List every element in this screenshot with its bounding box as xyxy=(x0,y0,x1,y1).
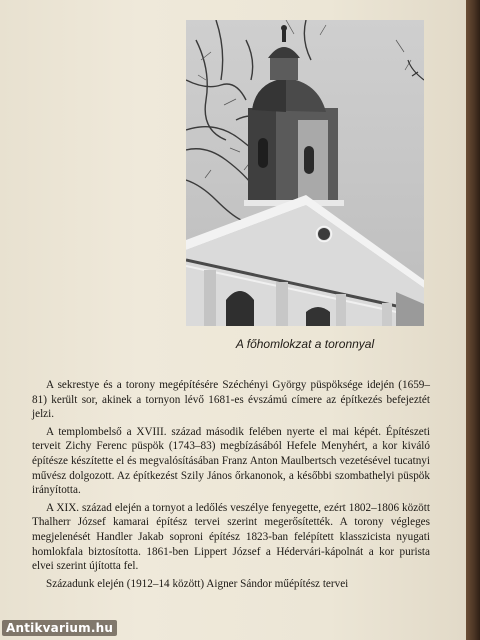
church-tower-photo xyxy=(186,20,424,326)
paragraph: Századunk elején (1912–14 között) Aigner Sándor műépítész tervei xyxy=(46,577,349,590)
body-text xyxy=(32,378,430,594)
page-edge xyxy=(466,0,480,640)
paragraph: A templombelső a XVIII. század második felében nyerte el mai képét. Építészeti terveit Zichy Ferenc püspök (1743–83) megbízásából Hefele Menyhért, a kor kiváló építésze készítette el és megvalósításában Franz Anton Maulbertsch vezetésével tucatnyi művész dolgozott. Az építkezést Szily János őrkanonok, a későbbi szombathelyi püspök irányította. xyxy=(32,425,430,497)
photo-caption: A főhomlokzat a toronnyal xyxy=(235,337,375,351)
church-tower-image xyxy=(186,20,424,326)
paragraph: A XIX. század elején a tornyot a ledőlés veszélye fenyegette, ezért 1802–1806 között Thalherr József kamarai építész tervei szerint megerősítették. A torony végleges megjelenését Handler Jakab soproni építész 1823-ban felépített klasszicista nyugati homlokfala biztosította. 1861-ben Lippert József a Hédervári-kápolnát a kor purista elvei szerint újította fel. xyxy=(32,501,430,573)
paragraph: A sekrestye és a torony megépítésére Széchényi György püspöksége idején (1659–81) került sor, akinek a tornyon lévő 1681-es évszámú címere az építkezés befejeztét jelzi. xyxy=(32,379,430,421)
watermark: Antikvarium.hu xyxy=(2,620,117,636)
